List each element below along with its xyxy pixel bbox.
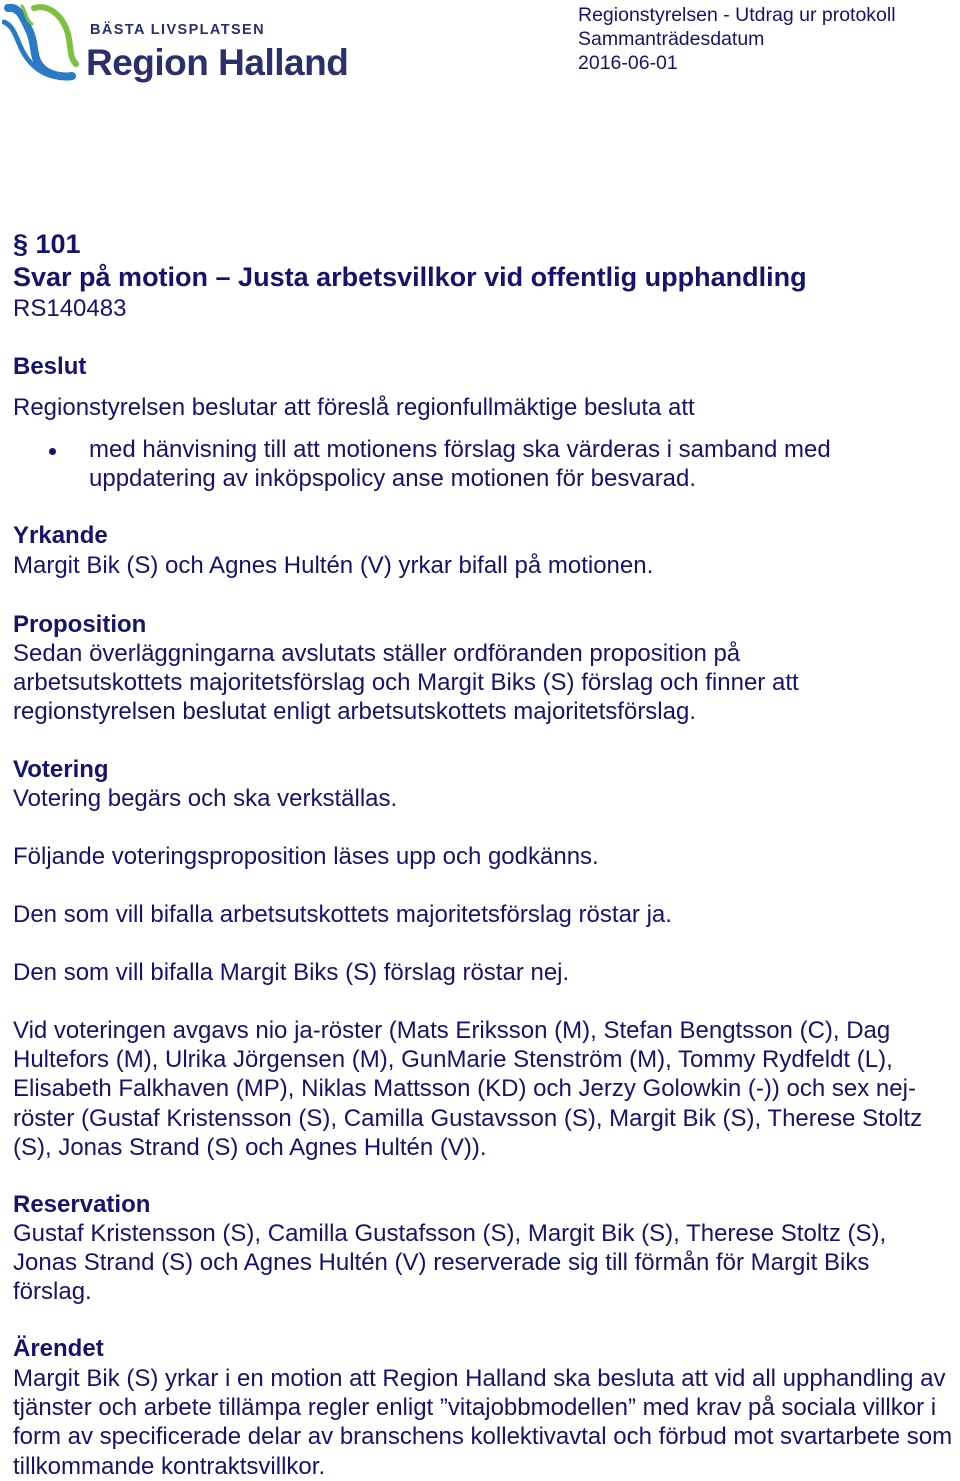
- proposition-heading: Proposition: [13, 611, 147, 638]
- paragraph-number: § 101: [13, 229, 81, 259]
- votering-heading: Votering: [13, 756, 109, 783]
- logo-tagline: BÄSTA LIVSPLATSEN: [90, 22, 265, 38]
- votering-proposition: Följande voteringsproposition läses upp och godkänns.: [13, 843, 599, 870]
- arendet-text: Margit Bik (S) yrkar i en motion att Region Halland ska besluta att vid all upphandling av tjänster och arbete tillämpa regler enligt ”vitajobbmodellen” med krav på sociala villkor i form av specificerade delar av branschens kollektivavtal och förbud mot svartarbete som tillkommande kontraktsvillkor.: [13, 1365, 953, 1480]
- beslut-intro: Regionstyrelsen beslutar att föreslå regionfullmäktige besluta att: [13, 394, 695, 421]
- logo-name: Region Halland: [86, 42, 349, 83]
- document-header: [578, 3, 896, 75]
- region-halland-logo-mark-icon: [2, 2, 82, 84]
- document-type: Regionstyrelsen - Utdrag ur protokoll: [578, 4, 896, 26]
- beslut-bullet: med hänvisning till att motionens förslag ska värderas i samband med uppdatering av inköpspolicy anse motionen för besvarad.: [89, 436, 831, 493]
- beslut-heading: Beslut: [13, 353, 87, 380]
- item-title: Svar på motion – Justa arbetsvillkor vid offentlig upphandling: [13, 262, 807, 292]
- reservation-heading: Reservation: [13, 1191, 151, 1218]
- bullet-marker: [49, 448, 56, 455]
- votering-yes-option: Den som vill bifalla arbetsutskottets majoritetsförslag röstar ja.: [13, 901, 672, 928]
- yrkande-text: Margit Bik (S) och Agnes Hultén (V) yrkar bifall på motionen.: [13, 552, 654, 579]
- proposition-text: Sedan överläggningarna avslutats ställer ordföranden proposition på arbetsutskottets majoritetsförslag och Margit Biks (S) förslag och finner att regionstyrelsen beslutat enligt arbetsutskottets majoritetsförslag.: [13, 640, 799, 726]
- meeting-date: 2016-06-01: [578, 52, 678, 74]
- reservation-text: Gustaf Kristensson (S), Camilla Gustafsson (S), Margit Bik (S), Therese Stoltz (S), Jonas Strand (S) och Agnes Hultén (V) reserverade sig till förmån för Margit Biks förslag.: [13, 1220, 887, 1306]
- yrkande-heading: Yrkande: [13, 522, 108, 549]
- region-halland-logo: [2, 2, 352, 86]
- votering-no-option: Den som vill bifalla Margit Biks (S) förslag röstar nej.: [13, 959, 570, 986]
- arendet-heading: Ärendet: [13, 1335, 104, 1362]
- votering-result: Vid voteringen avgavs nio ja-röster (Mats Eriksson (M), Stefan Bengtsson (C), Dag Hultefors (M), Ulrika Jörgensen (M), GunMarie Stenström (M), Tommy Rydfeldt (L), Elisabeth Falkhaven (MP), Niklas Mattsson (KD) och Jerzy Golowkin (-)) och sex nej-röster (Gustaf Kristensson (S), Camilla Gustavsson (S), Margit Bik (S), Therese Stoltz (S), Jonas Strand (S) och Agnes Hultén (V)).: [13, 1017, 923, 1161]
- meeting-date-label: Sammanträdesdatum: [578, 28, 765, 50]
- case-number: RS140483: [13, 295, 127, 322]
- votering-request: Votering begärs och ska verkställas.: [13, 785, 398, 812]
